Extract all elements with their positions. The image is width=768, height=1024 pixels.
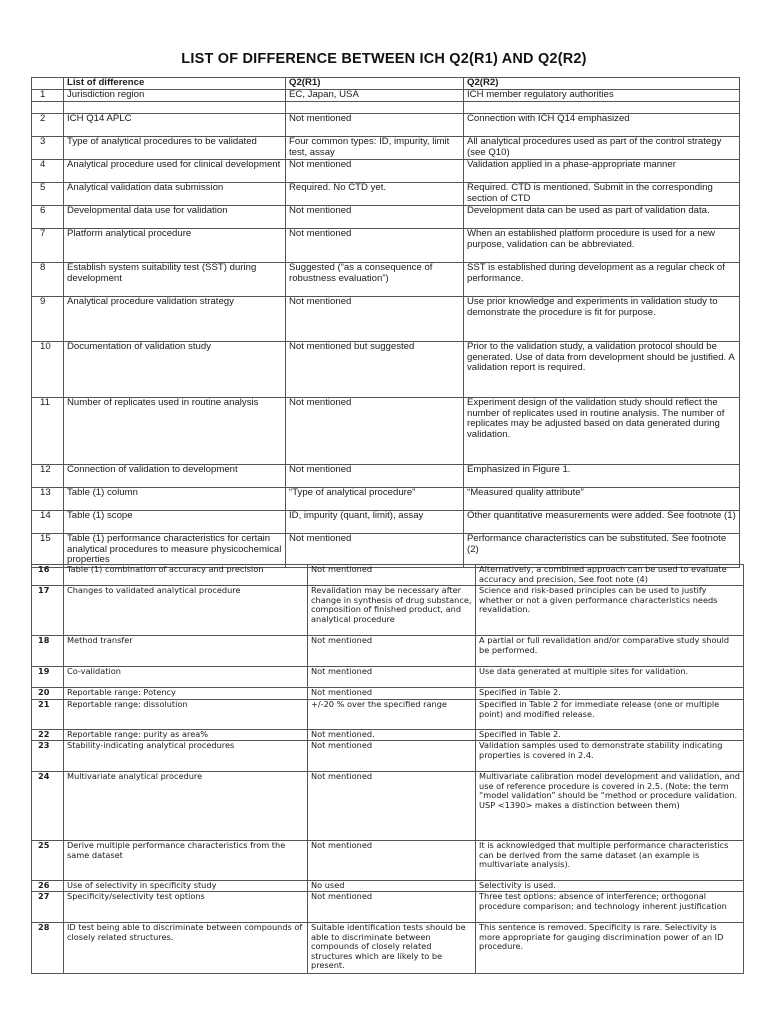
row-number-cell: 1 <box>32 89 64 101</box>
row-number-cell: 13 <box>32 487 64 510</box>
table-row <box>32 565 744 586</box>
row-number-cell: 9 <box>32 296 64 341</box>
row-number-cell: 3 <box>32 136 64 159</box>
difference-item-cell: Reportable range: dissolution <box>64 700 308 730</box>
q2r1-cell: Not mentioned but suggested <box>286 341 464 397</box>
difference-item-cell: Developmental data use for validation <box>64 205 286 228</box>
difference-item-cell: Co-validation <box>64 667 308 688</box>
difference-item-cell: Multivariate analytical procedure <box>64 772 308 841</box>
q2r1-cell: Not mentioned <box>286 296 464 341</box>
difference-item-cell: Platform analytical procedure <box>64 228 286 262</box>
row-number-cell: 4 <box>32 159 64 182</box>
difference-table-part-1 <box>31 77 740 568</box>
table-row <box>32 262 740 296</box>
q2r1-cell: “Type of analytical procedure” <box>286 487 464 510</box>
table-row <box>32 741 744 772</box>
row-number-cell: 5 <box>32 182 64 205</box>
q2r2-cell: Three test options: absence of interference; orthogonal procedure comparison; and technology inherent justification <box>476 892 744 923</box>
column-header <box>32 78 64 90</box>
table-row <box>32 228 740 262</box>
q2r1-cell: Four common types: ID, impurity, limit test, assay <box>286 136 464 159</box>
row-number-cell: 23 <box>32 741 64 772</box>
q2r1-cell: Not mentioned. <box>308 730 476 741</box>
difference-item-cell: Table (1) combination of accuracy and precision <box>64 565 308 586</box>
row-number-cell: 22 <box>32 730 64 741</box>
difference-item-cell: Method transfer <box>64 636 308 667</box>
q2r2-cell: “Measured quality attribute” <box>464 487 740 510</box>
q2r2-cell: Specified in Table 2 for immediate release (one or multiple point) and modified release. <box>476 700 744 730</box>
q2r2-cell: This sentence is removed. Specificity is rare. Selectivity is more appropriate for gauging discrimination power of an ID procedure. <box>476 923 744 974</box>
difference-item-cell: Table (1) column <box>64 487 286 510</box>
q2r2-cell: Specified in Table 2. <box>476 730 744 741</box>
table-row <box>32 101 740 113</box>
table-row <box>32 89 740 101</box>
difference-item-cell: ICH Q14 APLC <box>64 113 286 136</box>
row-number-cell: 12 <box>32 464 64 487</box>
difference-item-cell: Changes to validated analytical procedure <box>64 586 308 636</box>
table-row <box>32 182 740 205</box>
q2r1-cell: Not mentioned <box>308 565 476 586</box>
table-row <box>32 688 744 700</box>
difference-item-cell: Table (1) performance characteristics for certain analytical procedures to measure physicochemical properties <box>64 533 286 567</box>
difference-item-cell: Analytical validation data submission <box>64 182 286 205</box>
difference-item-cell: Documentation of validation study <box>64 341 286 397</box>
table-row <box>32 730 744 741</box>
table-row <box>32 113 740 136</box>
table-row <box>32 667 744 688</box>
table-header-row <box>32 78 740 90</box>
table-row <box>32 296 740 341</box>
table-row <box>32 397 740 464</box>
table-row <box>32 923 744 974</box>
row-number-cell: 14 <box>32 510 64 533</box>
q2r2-cell: When an established platform procedure is used for a new purpose, validation can be abbreviated. <box>464 228 740 262</box>
q2r2-cell: A partial or full revalidation and/or comparative study should be performed. <box>476 636 744 667</box>
column-header: Q2(R2) <box>464 78 740 90</box>
table-row <box>32 586 744 636</box>
q2r2-cell: Use data generated at multiple sites for validation. <box>476 667 744 688</box>
q2r2-cell: Science and risk-based principles can be used to justify whether or not a given performance characteristics needs revalidation. <box>476 586 744 636</box>
row-number-cell: 19 <box>32 667 64 688</box>
q2r1-cell: +/-20 % over the specified range <box>308 700 476 730</box>
row-number-cell: 18 <box>32 636 64 667</box>
q2r1-cell: Not mentioned <box>308 892 476 923</box>
table-row <box>32 772 744 841</box>
row-number-cell: 15 <box>32 533 64 567</box>
row-number-cell <box>32 101 64 113</box>
q2r2-cell: Multivariate calibration model development and validation, and use of reference procedure is covered in 2.5. (Note: the term “model validation” should be “method or procedure validation. USP <1390> makes a distinction between them) <box>476 772 744 841</box>
difference-item-cell: Type of analytical procedures to be validated <box>64 136 286 159</box>
q2r1-cell: Not mentioned <box>286 397 464 464</box>
row-number-cell: 25 <box>32 841 64 881</box>
table-row <box>32 881 744 892</box>
difference-table-part-2 <box>31 564 744 974</box>
row-number-cell: 26 <box>32 881 64 892</box>
q2r1-cell: Revalidation may be necessary after change in synthesis of drug substance, composition of finished product, and analytical procedure <box>308 586 476 636</box>
table-row <box>32 636 744 667</box>
row-number-cell: 27 <box>32 892 64 923</box>
difference-item-cell: Use of selectivity in specificity study <box>64 881 308 892</box>
q2r1-cell: Not mentioned <box>308 772 476 841</box>
q2r1-cell <box>286 101 464 113</box>
q2r2-cell: Validation samples used to demonstrate stability indicating properties is covered in 2.4. <box>476 741 744 772</box>
page-title: LIST OF DIFFERENCE BETWEEN ICH Q2(R1) AND Q2(R2) <box>181 51 587 67</box>
q2r2-cell: Connection with ICH Q14 emphasized <box>464 113 740 136</box>
q2r1-cell: Not mentioned <box>308 688 476 700</box>
difference-item-cell: Connection of validation to development <box>64 464 286 487</box>
difference-item-cell: Analytical procedure used for clinical development <box>64 159 286 182</box>
q2r2-cell: Use prior knowledge and experiments in validation study to demonstrate the procedure is fit for purpose. <box>464 296 740 341</box>
difference-item-cell: Reportable range: purity as area% <box>64 730 308 741</box>
q2r1-cell: Not mentioned <box>286 228 464 262</box>
q2r2-cell: ICH member regulatory authorities <box>464 89 740 101</box>
q2r2-cell: Other quantitative measurements were added. See footnote (1) <box>464 510 740 533</box>
row-number-cell: 16 <box>32 565 64 586</box>
q2r1-cell: No used <box>308 881 476 892</box>
table-row <box>32 487 740 510</box>
table-row <box>32 136 740 159</box>
q2r1-cell: Not mentioned <box>286 464 464 487</box>
row-number-cell: 11 <box>32 397 64 464</box>
q2r2-cell: SST is established during development as a regular check of performance. <box>464 262 740 296</box>
table-row <box>32 510 740 533</box>
q2r1-cell: Not mentioned <box>308 667 476 688</box>
row-number-cell: 8 <box>32 262 64 296</box>
q2r2-cell: All analytical procedures used as part of the control strategy (see Q10) <box>464 136 740 159</box>
difference-item-cell: Number of replicates used in routine analysis <box>64 397 286 464</box>
difference-item-cell: Jurisdiction region <box>64 89 286 101</box>
q2r1-cell: Not mentioned <box>286 159 464 182</box>
q2r1-cell: Suggested (“as a consequence of robustness evaluation”) <box>286 262 464 296</box>
q2r1-cell: Not mentioned <box>308 841 476 881</box>
q2r1-cell: ID, impurity (quant, limit), assay <box>286 510 464 533</box>
q2r1-cell: EC, Japan, USA <box>286 89 464 101</box>
q2r2-cell: Prior to the validation study, a validation protocol should be generated. Use of data from development should be justified. A validation report is required. <box>464 341 740 397</box>
row-number-cell: 10 <box>32 341 64 397</box>
difference-item-cell: Establish system suitability test (SST) during development <box>64 262 286 296</box>
q2r2-cell: Performance characteristics can be substituted. See footnote (2) <box>464 533 740 567</box>
table-row <box>32 464 740 487</box>
row-number-cell: 20 <box>32 688 64 700</box>
row-number-cell: 24 <box>32 772 64 841</box>
q2r2-cell: Selectivity is used. <box>476 881 744 892</box>
q2r1-cell: Suitable identification tests should be able to discriminate between compounds of closely related structures which are likely to be present. <box>308 923 476 974</box>
table-row <box>32 700 744 730</box>
column-header: List of difference <box>64 78 286 90</box>
difference-item-cell: Stability-indicating analytical procedures <box>64 741 308 772</box>
q2r1-cell: Not mentioned <box>286 533 464 567</box>
q2r2-cell: Development data can be used as part of validation data. <box>464 205 740 228</box>
table-row <box>32 205 740 228</box>
q2r1-cell: Not mentioned <box>286 205 464 228</box>
q2r2-cell: Alternatively, a combined approach can be used to evaluate accuracy and precision, See foot note (4) <box>476 565 744 586</box>
q2r2-cell: It is acknowledged that multiple performance characteristics can be derived from the same dataset (an example is multivariate analysis). <box>476 841 744 881</box>
difference-item-cell <box>64 101 286 113</box>
table-row <box>32 341 740 397</box>
row-number-cell: 17 <box>32 586 64 636</box>
q2r2-cell: Experiment design of the validation study should reflect the number of replicates used in routine analysis. The number of replicates may be adjusted based on data generated during validation. <box>464 397 740 464</box>
row-number-cell: 7 <box>32 228 64 262</box>
q2r2-cell: Required. CTD is mentioned. Submit in the corresponding section of CTD <box>464 182 740 205</box>
q2r2-cell: Validation applied in a phase-appropriate manner <box>464 159 740 182</box>
table-row <box>32 533 740 567</box>
row-number-cell: 28 <box>32 923 64 974</box>
row-number-cell: 6 <box>32 205 64 228</box>
difference-item-cell: Reportable range: Potency <box>64 688 308 700</box>
q2r2-cell: Specified in Table 2. <box>476 688 744 700</box>
difference-item-cell: Table (1) scope <box>64 510 286 533</box>
table-row <box>32 892 744 923</box>
q2r1-cell: Not mentioned <box>308 741 476 772</box>
difference-item-cell: Analytical procedure validation strategy <box>64 296 286 341</box>
q2r1-cell: Not mentioned <box>286 113 464 136</box>
q2r1-cell: Required. No CTD yet. <box>286 182 464 205</box>
row-number-cell: 2 <box>32 113 64 136</box>
table-row <box>32 159 740 182</box>
q2r2-cell: Emphasized in Figure 1. <box>464 464 740 487</box>
difference-item-cell: Derive multiple performance characteristics from the same dataset <box>64 841 308 881</box>
difference-item-cell: Specificity/selectivity test options <box>64 892 308 923</box>
difference-item-cell: ID test being able to discriminate between compounds of closely related structures. <box>64 923 308 974</box>
table-row <box>32 841 744 881</box>
q2r2-cell <box>464 101 740 113</box>
row-number-cell: 21 <box>32 700 64 730</box>
column-header: Q2(R1) <box>286 78 464 90</box>
q2r1-cell: Not mentioned <box>308 636 476 667</box>
